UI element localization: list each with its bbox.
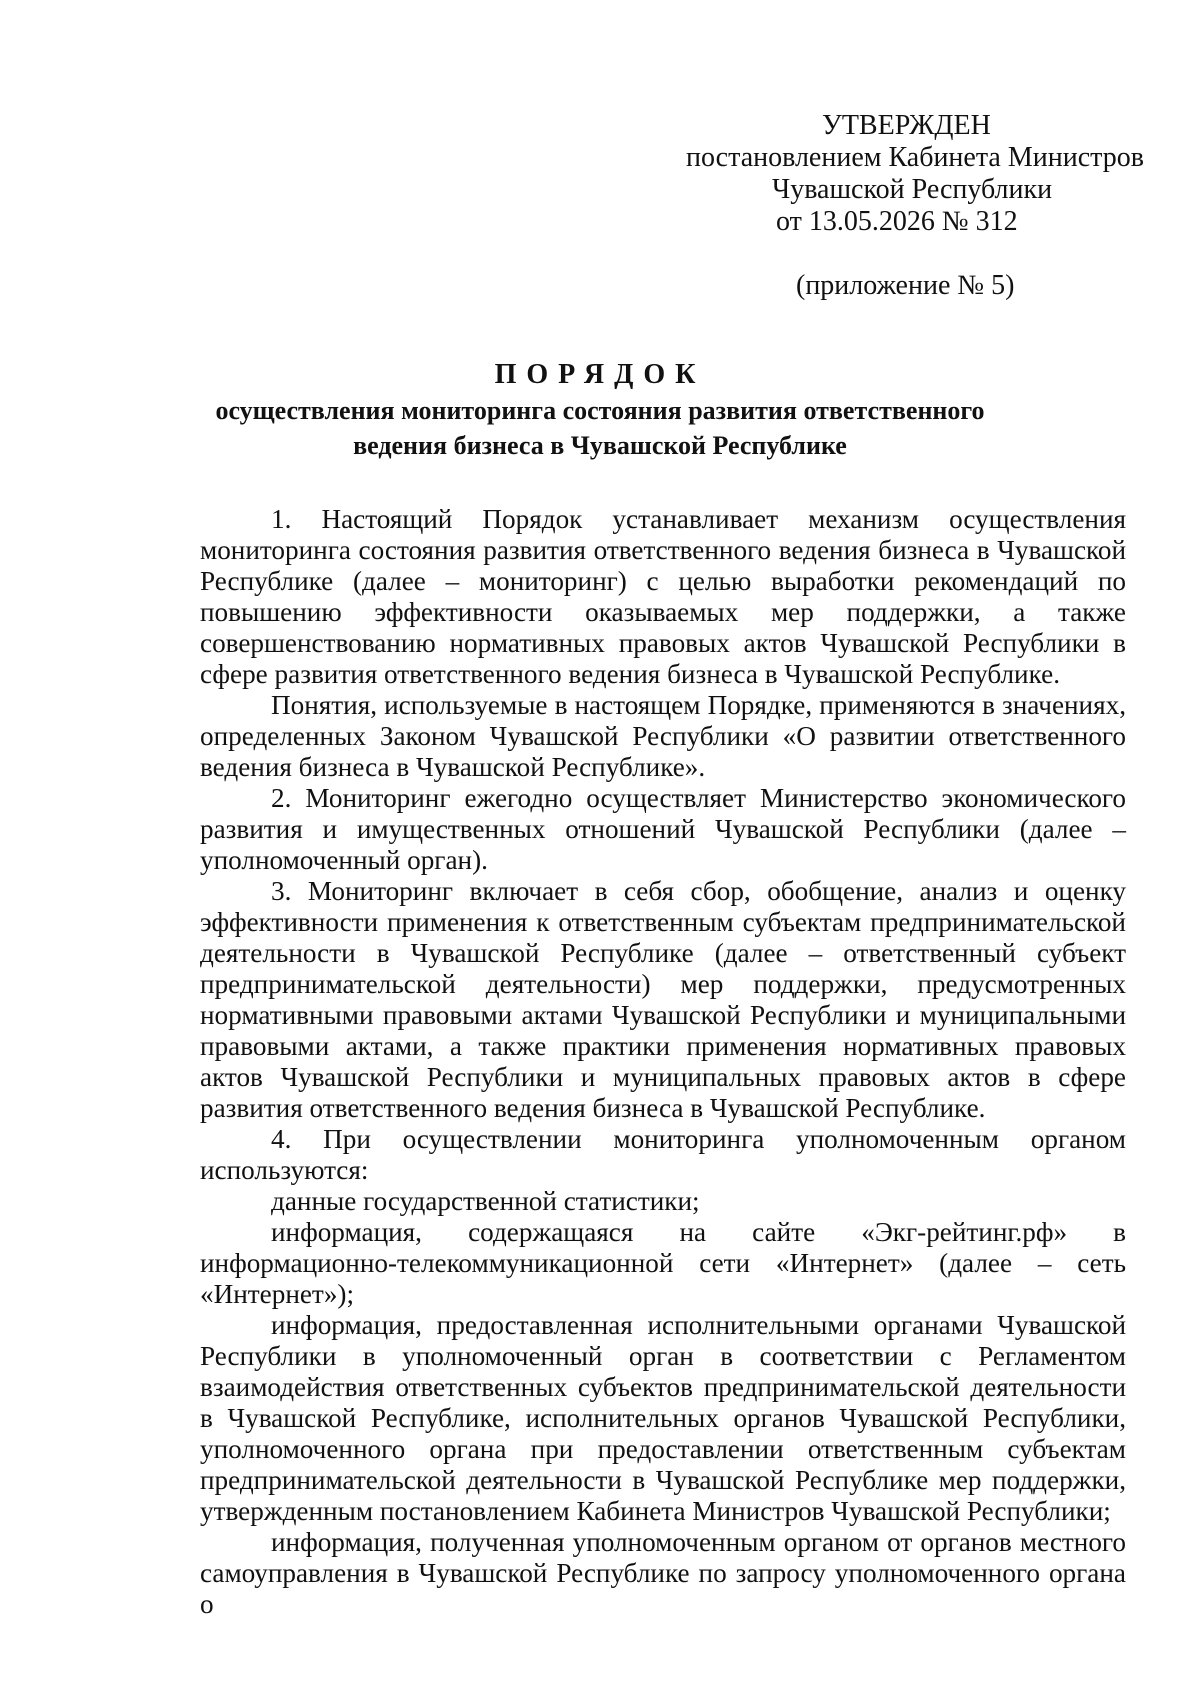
document-subtitle-line-1: осуществления мониторинга состояния развития ответственного	[215, 396, 985, 425]
document-subtitle-line-2: ведения бизнеса в Чувашской Республике	[353, 431, 847, 460]
list-item-statistics: данные государственной статистики;	[271, 1186, 700, 1216]
list-item-local-government-info: информация, полученная уполномоченным органом от органов местного самоуправления в Чувашской Республике по запросу уполномоченного органа о	[200, 1527, 1126, 1619]
paragraph-2: 2. Мониторинг ежегодно осуществляет Министерство экономического развития и имущественных отношений Чувашской Республики (далее – уполномоченный орган).	[200, 783, 1126, 875]
appendix-label: (приложение № 5)	[796, 270, 1015, 301]
approval-republic-line: Чувашской Республики	[772, 174, 1053, 205]
document-title: ПОРЯДОК	[494, 359, 706, 390]
document-body	[200, 504, 1126, 1620]
list-item-website-info: информация, содержащаяся на сайте «Экг-рейтинг.рф» в информационно-телекоммуникационной сети «Интернет» (далее – сеть «Интернет»);	[200, 1217, 1126, 1309]
paragraph-1: 1. Настоящий Порядок устанавливает механизм осуществления мониторинга состояния развития ответственного ведения бизнеса в Чувашской Республике (далее – мониторинг) с целью выработки рекомендаций по повышению эффективности оказываемых мер поддержки, а также совершенствованию нормативных правовых актов Чувашской Республики в сфере развития ответственного ведения бизнеса в Чувашской Республике.	[200, 504, 1126, 689]
document-heading	[60, 358, 1140, 462]
approval-decree-line: постановлением Кабинета Министров	[686, 142, 1144, 173]
paragraph-definitions: Понятия, используемые в настоящем Порядке, применяются в значениях, определенных Законом Чувашской Республики «О развитии ответственного ведения бизнеса в Чувашской Республике».	[200, 690, 1126, 782]
approval-title: УТВЕРЖДЕН	[822, 110, 991, 141]
approval-date-number: от 13.05.2026 № 312	[776, 206, 1018, 237]
approval-block	[686, 110, 1144, 302]
list-item-executive-bodies-info: информация, предоставленная исполнительными органами Чувашской Республики в уполномоченный орган в соответствии с Регламентом взаимодействия ответственных субъектов предпринимательской деятельности в Чувашской Республике, исполнительных органов Чувашской Республики, уполномоченного органа при предоставлении ответственным субъектам предпринимательской деятельности в Чувашской Республике мер поддержки, утвержденным постановлением Кабинета Министров Чувашской Республики;	[200, 1310, 1126, 1526]
paragraph-3: 3. Мониторинг включает в себя сбор, обобщение, анализ и оценку эффективности применения к ответственным субъектам предпринимательской деятельности в Чувашской Республике (далее – ответственный субъект предпринимательской деятельности) мер поддержки, предусмотренных нормативными правовыми актами Чувашской Республики и муниципальными правовыми актами, а также практики применения нормативных правовых актов Чувашской Республики и муниципальных правовых актов в сфере развития ответственного ведения бизнеса в Чувашской Республике.	[200, 876, 1126, 1123]
paragraph-4: 4. При осуществлении мониторинга уполномоченным органом используются:	[200, 1124, 1126, 1185]
